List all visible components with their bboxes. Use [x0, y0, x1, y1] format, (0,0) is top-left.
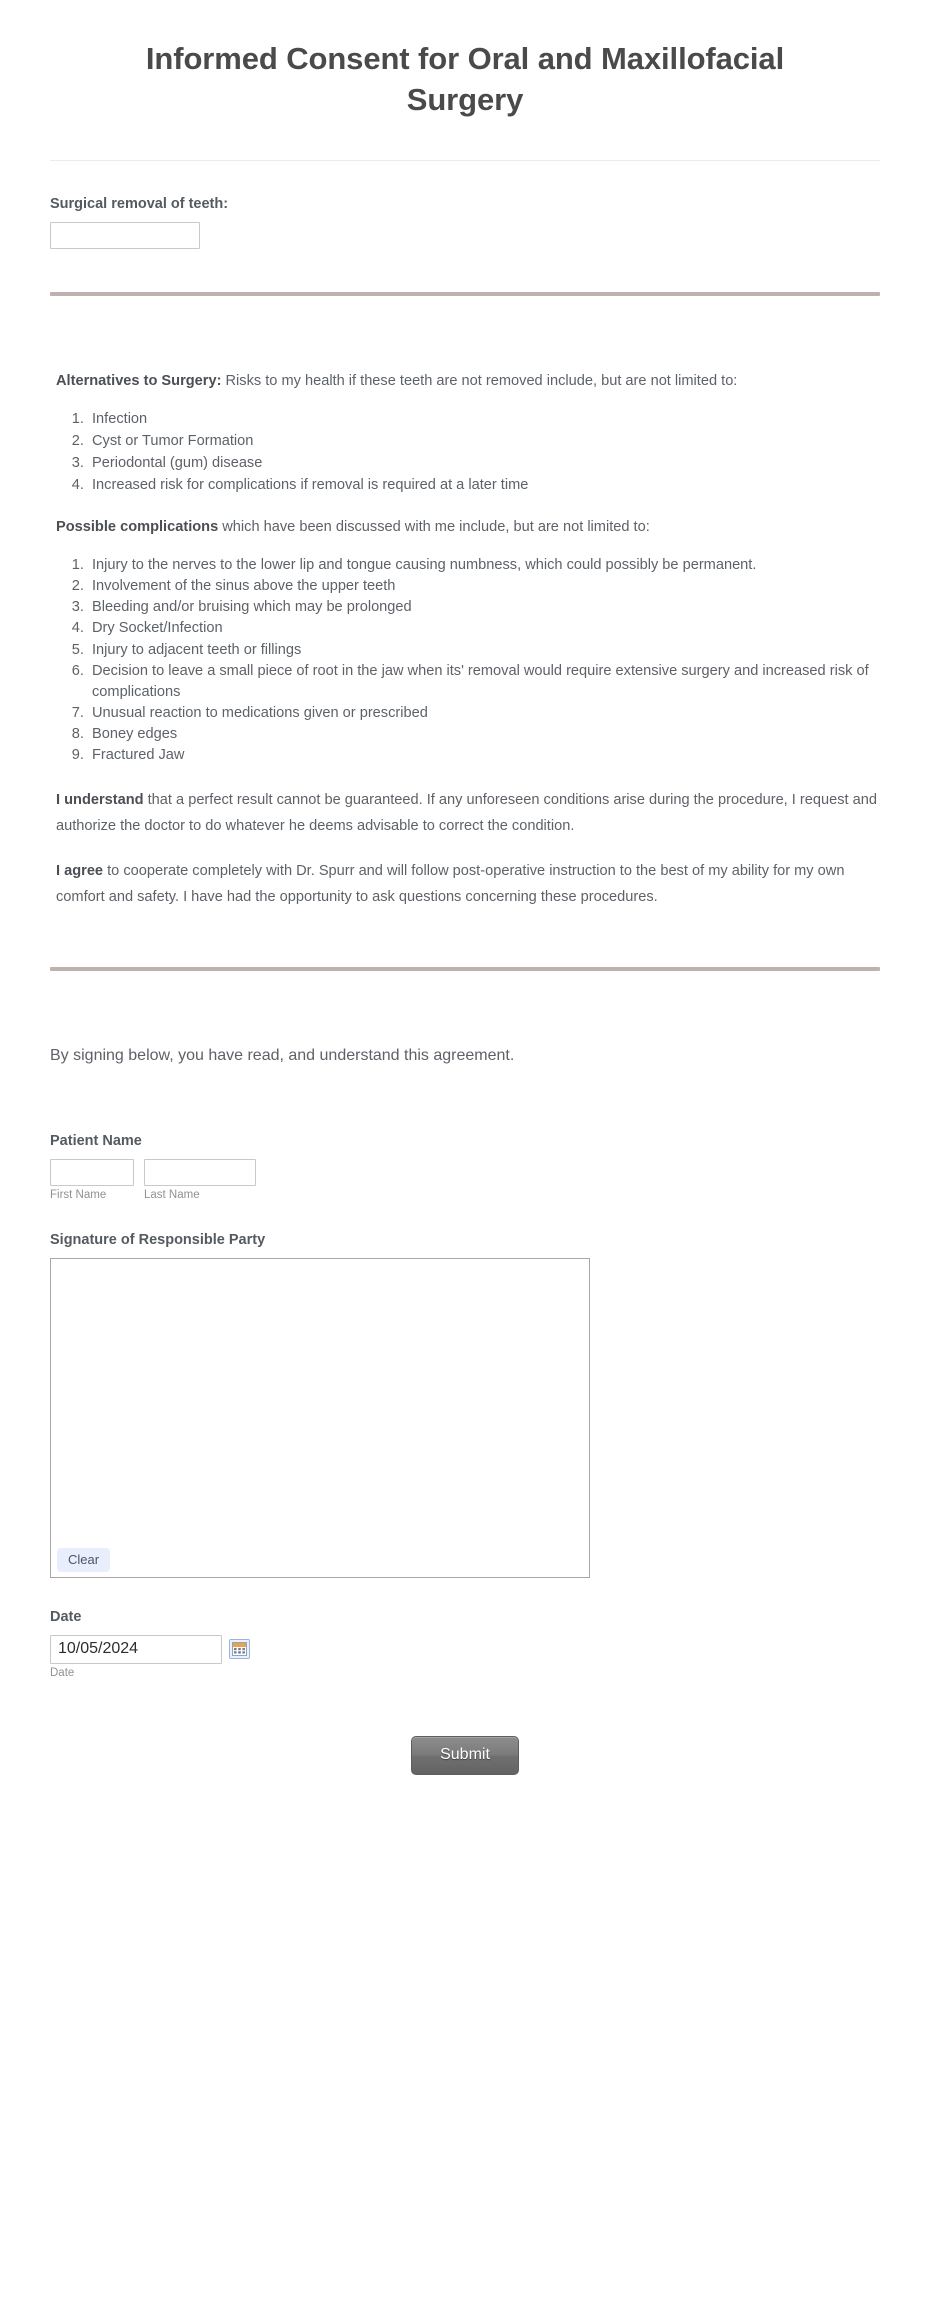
last-name-sublabel: Last Name: [144, 1189, 200, 1202]
first-name-group: [50, 1159, 134, 1203]
alternatives-list: [50, 409, 880, 497]
date-label: Date: [50, 1608, 82, 1625]
alternatives-text: Risks to my health if these teeth are not removed include, but are not limited to:: [221, 373, 738, 390]
list-item: 5. Injury to adjacent teeth or fillings: [88, 640, 880, 661]
list-item: 1. Infection: [88, 409, 880, 430]
date-field: [0, 1608, 930, 1681]
complications-text: which have been discussed with me include, but are not limited to:: [218, 519, 650, 536]
procedure-input[interactable]: [50, 222, 200, 249]
procedure-field: [0, 195, 930, 249]
alternatives-heading: Alternatives to Surgery:: [56, 373, 222, 390]
agree-text: to cooperate completely with Dr. Spurr and will follow post-operative instruction to the best of my ability for my own comfort and safety. I have had the opportunity to ask questions concerning these procedures.: [56, 862, 845, 906]
complications-heading: Possible complications: [56, 519, 219, 536]
list-item: 9. Fractured Jaw: [88, 745, 880, 766]
signature-label: Signature of Responsible Party: [50, 1231, 266, 1248]
signature-field: [0, 1231, 930, 1578]
first-name-sublabel: First Name: [50, 1189, 107, 1202]
list-item: 8. Boney edges: [88, 724, 880, 745]
alternatives-paragraph: [50, 368, 880, 395]
agree-heading: I agree: [56, 862, 104, 879]
list-item: 7. Unusual reaction to medications given or prescribed: [88, 703, 880, 724]
first-name-input[interactable]: [50, 1159, 134, 1186]
submit-button[interactable]: Submit: [411, 1736, 519, 1775]
signature-canvas[interactable]: [50, 1258, 590, 1578]
list-item: 4. Dry Socket/Infection: [88, 618, 880, 639]
section-divider-top: [50, 292, 880, 296]
understand-paragraph: [50, 787, 880, 840]
title-divider: [50, 160, 880, 161]
understand-text: that a perfect result cannot be guaranteed. If any unforeseen conditions arise during the procedure, I request and authorize the doctor to do whatever he deems advisable to correct the condition.: [56, 791, 877, 835]
list-item: 6. Decision to leave a small piece of root in the jaw when its' removal would require extensive surgery and increased risk of complications: [88, 661, 880, 703]
signing-statement: By signing below, you have read, and understand this agreement.: [50, 1046, 515, 1064]
procedure-label: Surgical removal of teeth:: [50, 196, 229, 213]
patient-name-row: [50, 1159, 880, 1203]
consent-body: [0, 368, 930, 910]
list-item: 2. Involvement of the sinus above the upper teeth: [88, 576, 880, 597]
last-name-input[interactable]: [144, 1159, 256, 1186]
list-item: 3. Periodontal (gum) disease: [88, 453, 880, 474]
page-title: Informed Consent for Oral and Maxillofacial Surgery: [145, 41, 785, 118]
list-item: 1. Injury to the nerves to the lower lip and tongue causing numbness, which could possibly be permanent.: [88, 555, 880, 576]
submit-row: [0, 1736, 930, 1835]
section-divider-bottom: [50, 967, 880, 971]
calendar-icon[interactable]: [229, 1639, 250, 1659]
clear-signature-button[interactable]: Clear: [57, 1548, 110, 1572]
list-item: 4. Increased risk for complications if removal is required at a later time: [88, 475, 880, 496]
patient-name-label: Patient Name: [50, 1133, 142, 1150]
list-item: 2. Cyst or Tumor Formation: [88, 431, 880, 452]
agree-paragraph: [50, 858, 880, 911]
date-sublabel: Date: [50, 1666, 75, 1679]
complications-list: [50, 555, 880, 767]
date-input[interactable]: [50, 1635, 222, 1664]
date-row: [50, 1635, 880, 1664]
last-name-group: [144, 1159, 256, 1203]
understand-heading: I understand: [56, 791, 144, 808]
list-item: 3. Bleeding and/or bruising which may be prolonged: [88, 597, 880, 618]
patient-name-field: [0, 1132, 930, 1203]
complications-paragraph: [50, 514, 880, 541]
